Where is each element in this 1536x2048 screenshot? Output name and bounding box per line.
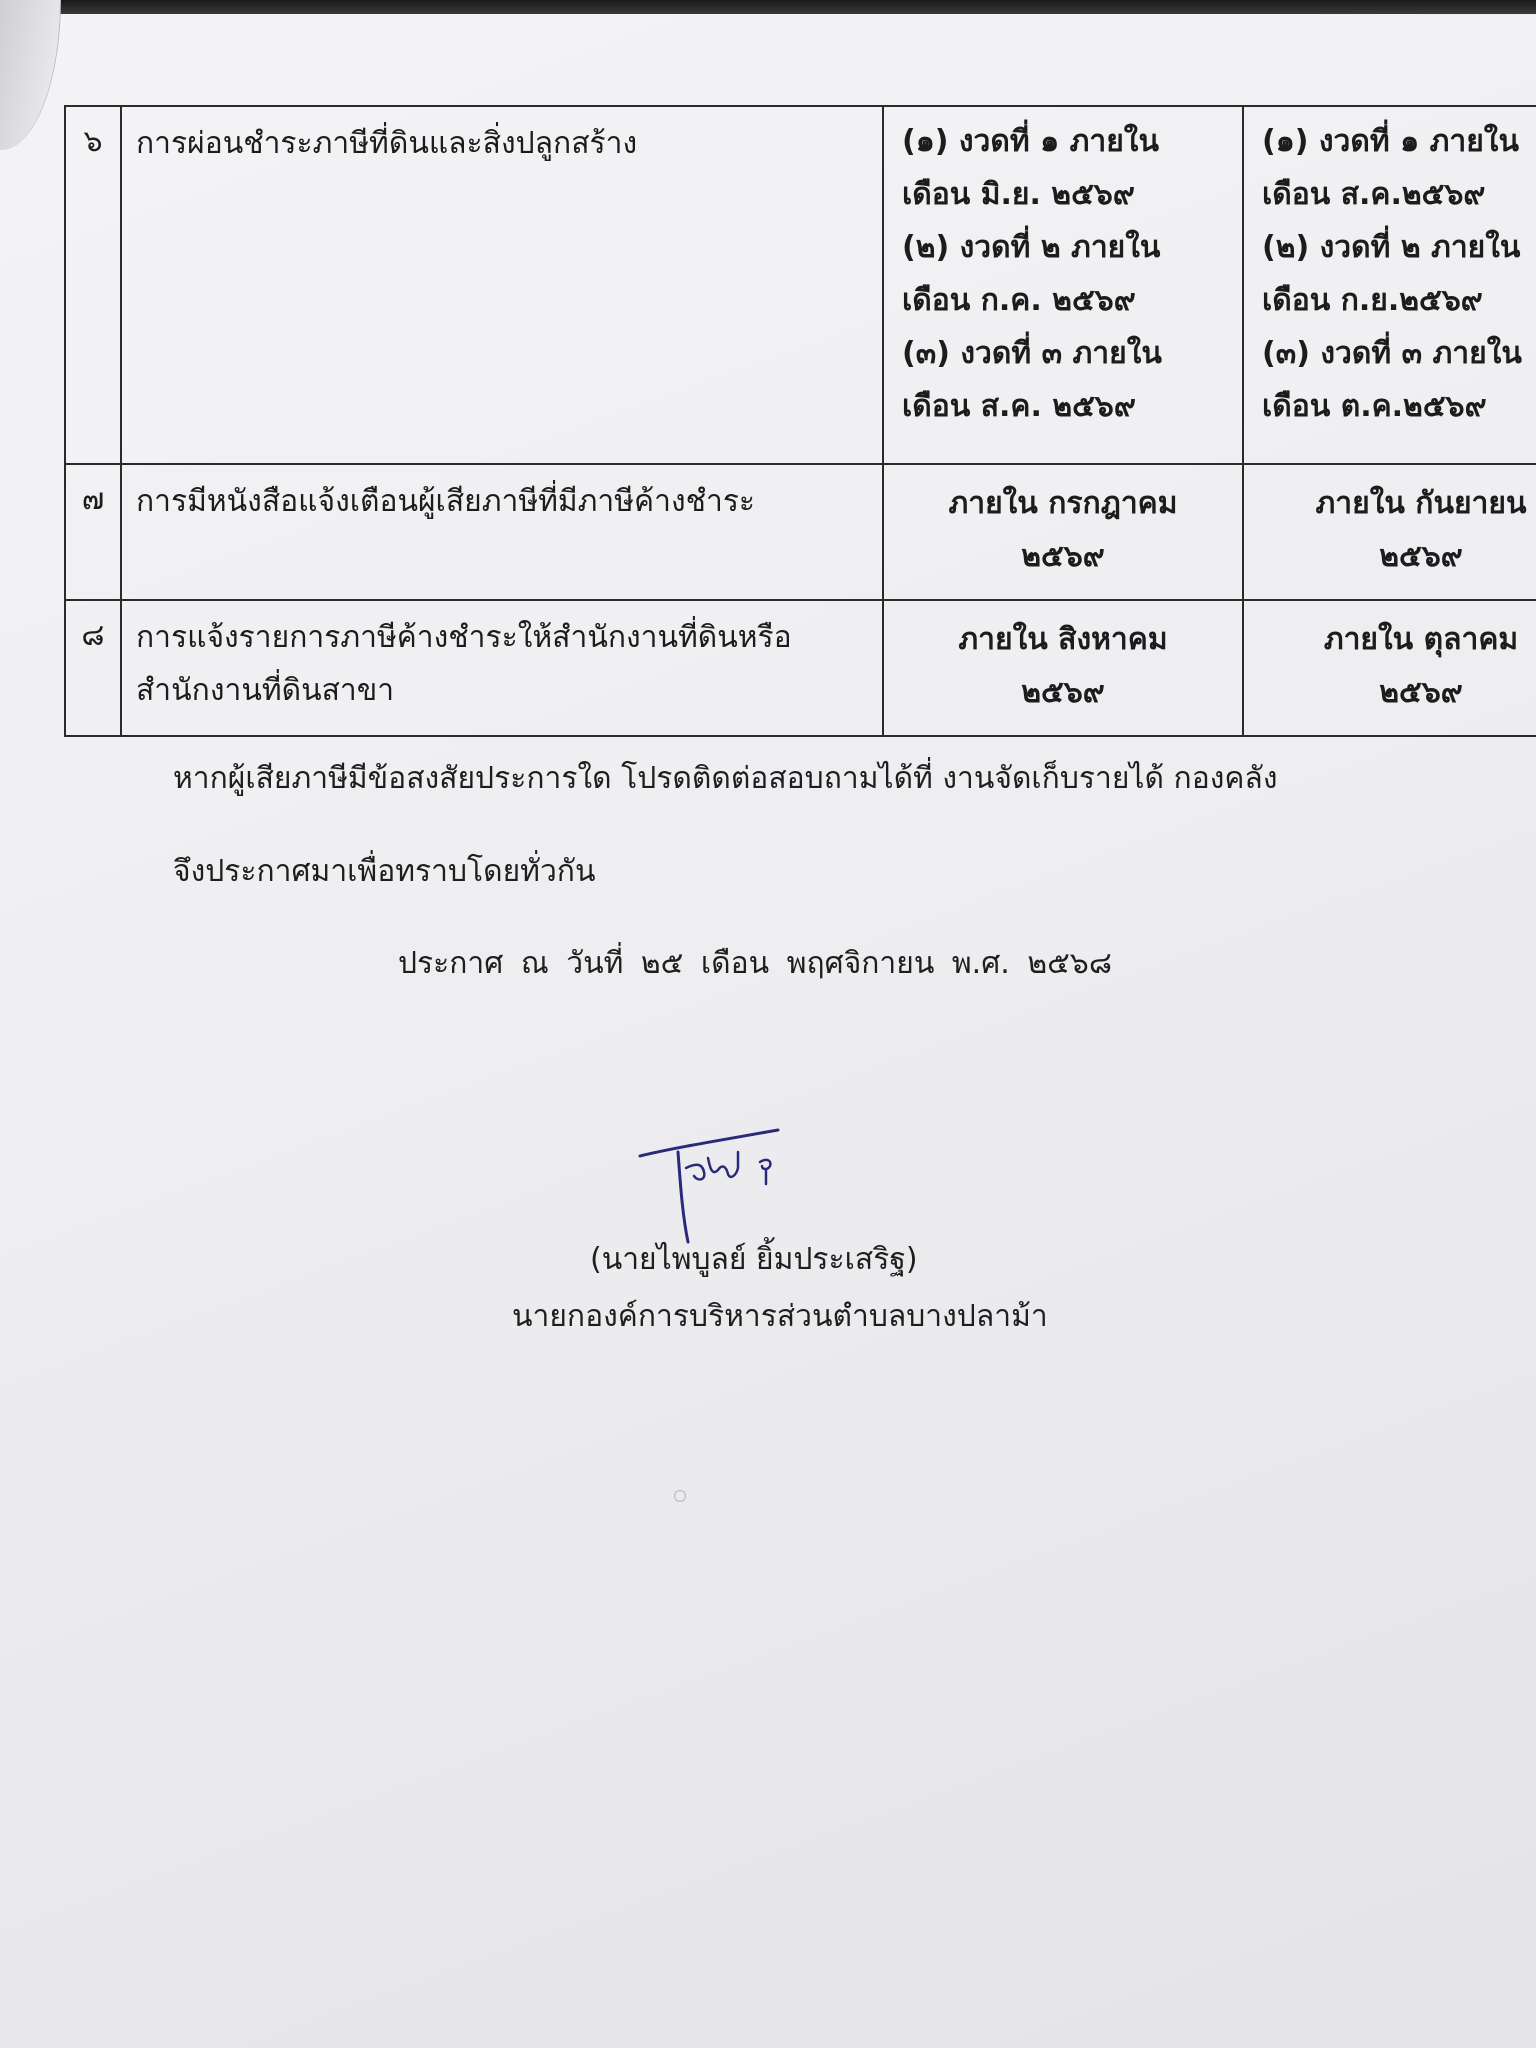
deadline-line: (๓) งวดที่ ๓ ภายใน [902, 336, 1162, 371]
deadline-line: (๑) งวดที่ ๑ ภายใน [1262, 124, 1519, 159]
deadline-line: เดือน ส.ค.๒๕๖๙ [1262, 177, 1486, 212]
deadline-line: (๑) งวดที่ ๑ ภายใน [902, 124, 1159, 159]
deadline-line: (๓) งวดที่ ๓ ภายใน [1262, 336, 1522, 371]
deadline-line: เดือน ต.ค.๒๕๖๙ [1262, 389, 1487, 424]
contact-paragraph: หากผู้เสียภาษีมีข้อสงสัยประการใด โปรดติดต่อสอบถามได้ที่ งานจัดเก็บรายได้ กองคลัง [173, 761, 1278, 796]
deadline-cell-1 [883, 464, 1243, 600]
description-line: การมีหนังสือแจ้งเตือนผู้เสียภาษีที่มีภาษีค้างชำระ [136, 484, 756, 519]
deadline-line: ภายใน ตุลาคม [1323, 622, 1519, 657]
deadline-line: เดือน มิ.ย. ๒๕๖๙ [902, 177, 1135, 212]
row-number: ๗ [65, 464, 121, 600]
deadline-line: ๒๕๖๙ [1021, 675, 1105, 710]
deadline-line: ๒๕๖๙ [1379, 539, 1463, 574]
table-row [65, 600, 1536, 736]
page-fold [0, 0, 61, 150]
deadline-cell-2 [1243, 106, 1536, 464]
deadline-cell-2 [1243, 464, 1536, 600]
signer-title: นายกองค์การบริหารส่วนตำบลบางปลาม้า [512, 1299, 1048, 1334]
closing-paragraph: จึงประกาศมาเพื่อทราบโดยทั่วกัน [173, 854, 596, 889]
schedule-table [64, 105, 1536, 737]
table-row [65, 464, 1536, 600]
deadline-cell-1 [883, 600, 1243, 736]
row-description [121, 600, 883, 736]
deadline-line: เดือน ก.ค. ๒๕๖๙ [902, 283, 1136, 318]
paper-speck [674, 1490, 686, 1502]
description-line: การแจ้งรายการภาษีค้างชำระให้สำนักงานที่ดินหรือ [136, 620, 792, 655]
signature-mark [632, 1118, 802, 1248]
deadline-cell-1 [883, 106, 1243, 464]
row-number: ๖ [65, 106, 121, 464]
deadline-line: ภายใน กรกฎาคม [948, 486, 1178, 521]
signer-name: (นายไพบูลย์ ยิ้มประเสริฐ) [590, 1242, 918, 1277]
background-edge [0, 0, 1536, 14]
deadline-line: ๒๕๖๙ [1379, 675, 1463, 710]
deadline-line: (๒) งวดที่ ๒ ภายใน [902, 230, 1161, 265]
row-number: ๘ [65, 600, 121, 736]
deadline-line: (๒) งวดที่ ๒ ภายใน [1262, 230, 1521, 265]
deadline-line: เดือน ก.ย.๒๕๖๙ [1262, 283, 1483, 318]
deadline-line: ภายใน สิงหาคม [958, 622, 1168, 657]
announcement-date: ประกาศ ณ วันที่ ๒๕ เดือน พฤศจิกายน พ.ศ. ๒๕๖๘ [398, 946, 1112, 981]
description-line: การผ่อนชำระภาษีที่ดินและสิ่งปลูกสร้าง [136, 126, 638, 161]
deadline-line: เดือน ส.ค. ๒๕๖๙ [902, 389, 1136, 424]
deadline-line: ๒๕๖๙ [1021, 539, 1105, 574]
description-line: สำนักงานที่ดินสาขา [136, 673, 395, 708]
row-description [121, 464, 883, 600]
deadline-cell-2 [1243, 600, 1536, 736]
table-row [65, 106, 1536, 464]
deadline-line: ภายใน กันยายน [1315, 486, 1527, 521]
row-description [121, 106, 883, 464]
